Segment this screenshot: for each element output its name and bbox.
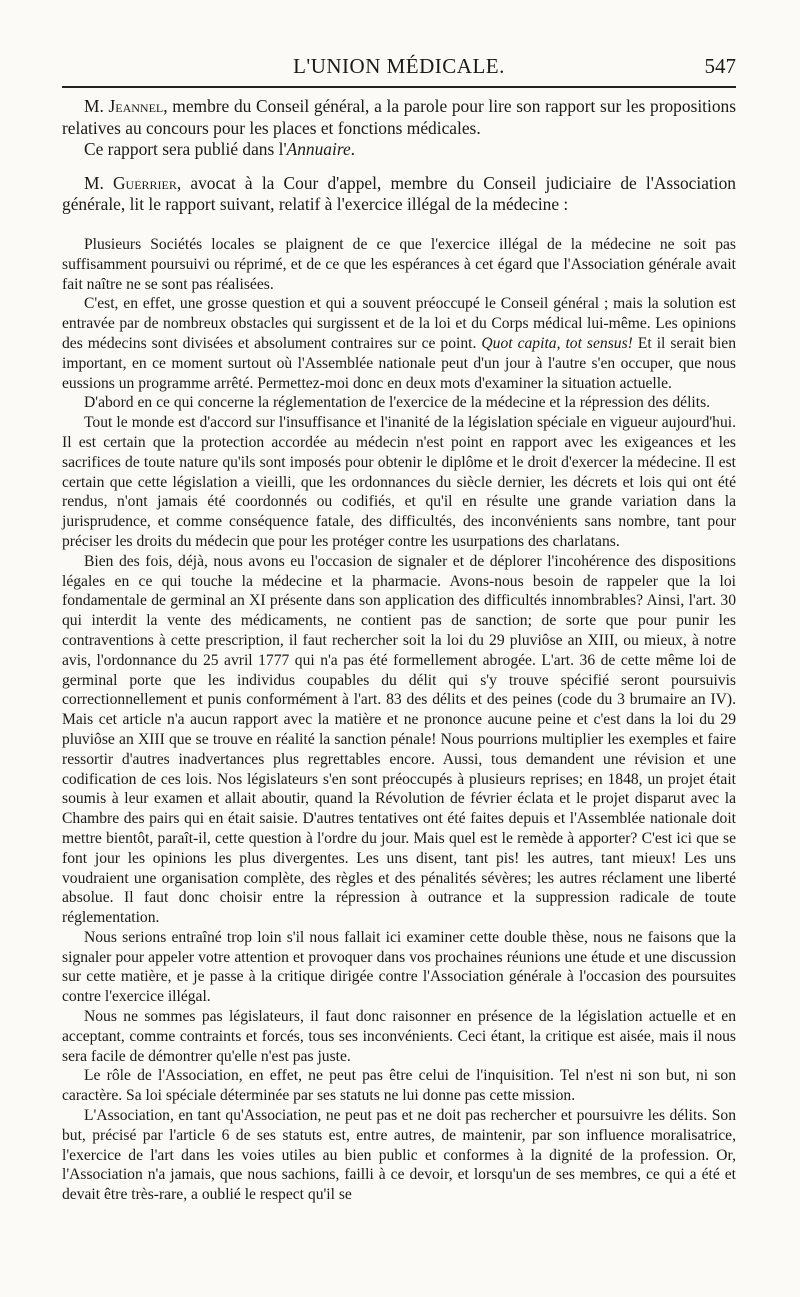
report-paragraph: Tout le monde est d'accord sur l'insuffisance et l'inanité de la législation spéciale en vigueur aujourd'hui. Il est certain que la protection accordée au médecin n'est point en rapport avec les exigeances et les sacrifices de toute nature qu'ils sont imposés pour obtenir le diplôme et le droit d'exercer la médecine. Il est certain que cette législation a vieilli, que les ordonnances du siècle dernier, les décrets et lois qui ont été rendus, n'ont jamais été coordonnés ou codifiés, et qu'il en résulte une grande variation dans la jurisprudence, et comme conséquence fatale, des difficultés, des inconvénients sans nombre, tant pour préciser les droits du médecin que pour les protéger contre les usurpations des charlatans. [62,414,736,550]
report-paragraph: C'est, en effet, une grosse question et qui a souvent préoccupé le Conseil général ; mais la solution est entravée par de nombreux obstacles qui surgissent et de la loi et du Corps médical lui-même. Les opinions des médecins sont divisées et absolument contraires sur ce point. Quot capita, tot sensus! Et il serait bien important, en ce moment surtout où l'Assemblée nationale peut d'un jour à l'autre s'en occuper, que nous eussions un programme arrêté. Permettez-moi donc en deux mots d'examiner la situation actuelle. [62,295,736,392]
page-number: 547 [704,54,736,78]
report-paragraph: L'Association, en tant qu'Association, ne peut pas et ne doit pas rechercher et poursuivre les délits. Son but, précisé par l'article 6 de ses statuts est, entre autres, de maintenir, par son influence moralisatrice, l'exercice de l'art dans les voies utiles au bien public et conformes à la dignité de la profession. Or, l'Association n'a jamais, que nous sachions, failli à ce devoir, et lorsqu'un de ses membres, ce qui a été et devait être très-rare, a oublié le respect qu'il se [62,1107,736,1204]
running-header [62,54,736,88]
intro-paragraph: M. Guerrier, avocat à la Cour d'appel, membre du Conseil judiciaire de l'Association générale, lit le rapport suivant, relatif à l'exercice illégal de la médecine : [62,172,736,214]
session-minutes [62,96,736,216]
report-paragraph: Plusieurs Sociétés locales se plaignent de ce que l'exercice illégal de la médecine ne soit pas suffisamment poursuivi ou réprimé, et de ce que les espérances à cet égard que l'Association générale avait fait naître ne se sont pas réalisées. [62,236,736,293]
header-rule [62,86,736,88]
journal-title: L'UNION MÉDICALE. [293,54,505,78]
intro-paragraph: M. Jeannel, membre du Conseil général, a la parole pour lire son rapport sur les propositions relatives au concours pour les places et fonctions médicales. [62,96,736,138]
report-paragraph: D'abord en ce qui concerne la réglementation de l'exercice de la médecine et la répression des délits. [84,394,711,412]
report-paragraph: Nous ne sommes pas législateurs, il faut donc raisonner en présence de la législation actuelle et en acceptant, comme contraints et forcés, tous ses inconvénients. Ceci étant, la critique est aisée, mais il nous sera facile de démontrer qu'elle n'est pas juste. [62,1008,736,1065]
report-paragraph: Le rôle de l'Association, en effet, ne peut pas être celui de l'inquisition. Tel n'est ni son but, ni son caractère. Sa loi spéciale déterminée par ses statuts ne lui donne pas cette mission. [62,1067,736,1105]
speaker-name: M. Guerrier [84,172,177,193]
latin-quote: Quot capita, tot sensus! [481,334,633,352]
intro-paragraph: Ce rapport sera publié dans l'Annuaire. [84,139,356,159]
speaker-name: M. Jeannel [84,96,164,116]
report-body [62,235,736,1205]
report-paragraph: Nous serions entraîné trop loin s'il nous fallait ici examiner cette double thèse, nous ne faisons que la signaler pour appeler votre attention et provoquer dans vos prochaines réunions une étude et une discussion sur cette matière, et je passe à la critique dirigée contre l'Association générale à l'occasion des poursuites contre l'exercice illégal. [62,928,736,1006]
report-paragraph: Bien des fois, déjà, nous avons eu l'occasion de signaler et de déplorer l'incohérence des dispositions légales en ce qui touche la médecine et la pharmacie. Avons-nous besoin de rappeler que la loi fondamentale de germinal an XI présente dans son application des difficultés innombrables? Ainsi, l'art. 30 qui interdit la vente des médicaments, ne contient pas de sanction; de sorte que pour punir les contraventions à cette prescription, il faut rechercher soit la loi du 29 pluviôse an XIII, ou mieux, à notre avis, l'ordonnance du 25 avril 1777 qui n'a pas été formellement abrogée. L'art. 36 de cette même loi de germinal porte que les individus coupables du délit qui s'y trouve spécifié seront poursuivis correctionnellement et punis conformément à l'art. 83 des délits et des peines (code du 3 brumaire an IV). Mais cet article n'a aucun rapport avec la matière et ne prononce aucune peine et c'est dans la loi du 29 pluviôse an XIII que se trouve en réalité la sanction pénale! Nous pourrions multiplier les exemples et faire ressortir d'autres inadvertances plus regrettables encore. Aussi, tous demandent une révision et une codification de ces lois. Nos législateurs s'en sont préoccupés à plusieurs reprises; en 1848, un projet était soumis à leur examen et allait aboutir, quand la Révolution de février éclata et le projet disparut avec la Chambre des pairs qui en était saisie. D'autres tentatives ont été faites depuis et l'Assemblée nationale doit mettre bientôt, paraît-il, cette question à l'ordre du jour. Mais quel est le remède à apporter? C'est ici que se font jour les opinions les plus divergentes. Les uns disent, tant pis! les autres, tant mieux! Les uns voudraient une organisation complète, des règles et des pénalités sévères; les autres réclament une liberté absolue. Il faut donc choisir entre la répression à outrance et la suppression radicale de toute réglementation. [62,552,736,927]
